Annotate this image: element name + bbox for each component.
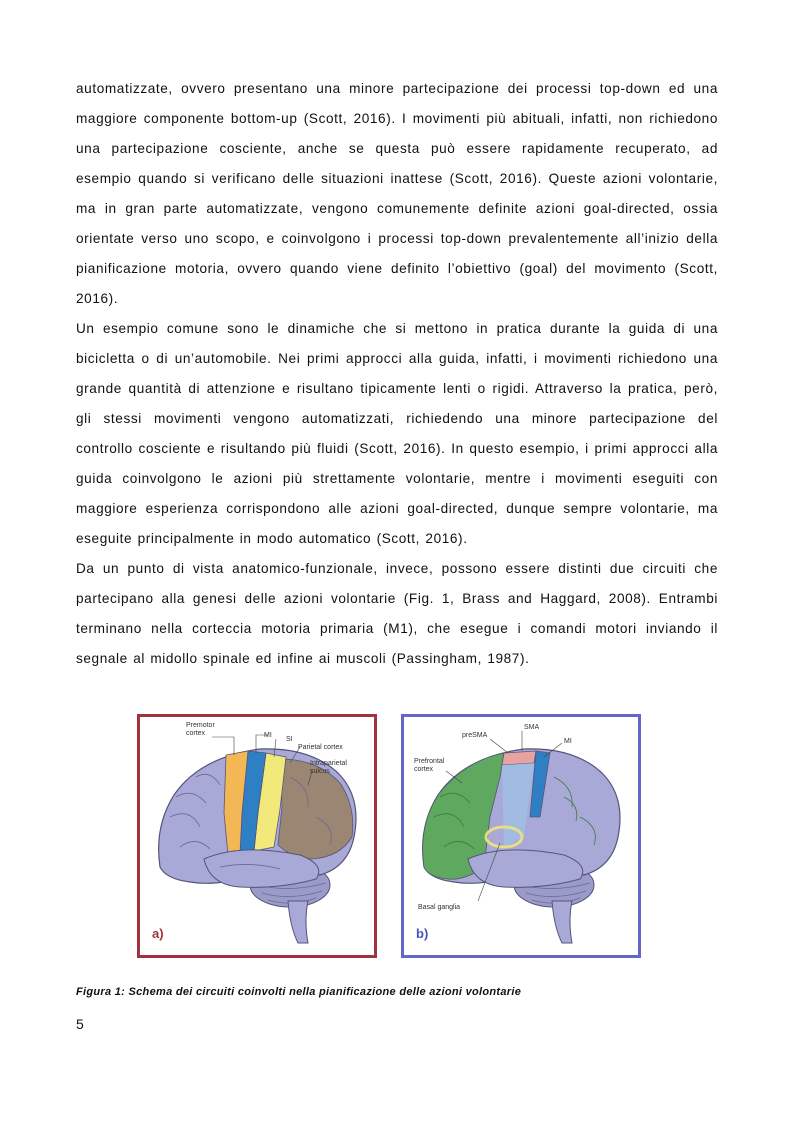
- label-sma: SMA: [524, 724, 540, 731]
- brainstem-shape: [552, 901, 572, 943]
- brainstem-shape: [288, 901, 308, 943]
- label-prefrontal-cortex: Prefrontal: [414, 758, 445, 765]
- brain-medial-illustration: [404, 717, 638, 955]
- panel-label-b: b): [416, 926, 429, 941]
- label-basal-ganglia: Basal ganglia: [418, 904, 461, 911]
- page-number: 5: [76, 1016, 84, 1032]
- label-presma: preSMA: [462, 732, 488, 739]
- paragraph: Un esempio comune sono le dinamiche che si mettono in pratica durante la guida di una bicicletta o di un’automobile. Nei primi approcci alla guida, infatti, i movimenti richiedono una grande quantità di attenzione e risultano tipicamente lenti o rigidi. Attraverso la pratica, però, gli stessi movimenti vengono automatizzati, richiedendo una minore partecipazione del controllo cosciente e risultando più fluidi (Scott, 2016). In questo esempio, i primi approcci alla guida coinvolgono le azioni più strettamente volontarie, mentre i movimenti eseguiti con maggiore esperienza corrispondono alle azioni goal-directed, dunque sempre volontarie, ma eseguite principalmente in modo automatico (Scott, 2016).: [76, 321, 718, 546]
- label-intraparietal-sulcus: Intraparietal: [310, 760, 347, 767]
- figure-panel-a: [137, 714, 377, 958]
- label-si: SI: [286, 736, 293, 743]
- figure-panel-b: [401, 714, 641, 958]
- figure-1: [137, 714, 657, 964]
- paragraph: automatizzate, ovvero presentano una minore partecipazione dei processi top-down ed una maggiore componente bottom-up (Scott, 2016). I movimenti più abituali, infatti, non richiedono una partecipazione cosciente, anche se questa può essere rapidamente recuperato, ad esempio quando si verificano delle situazioni inattese (Scott, 2016). Queste azioni volontarie, ma in gran parte automatizzate, vengono comunemente definite azioni goal-directed, ossia orientate verso uno scopo, e coinvolgono i processi top-down prevalentemente all’inizio della pianificazione motoria, ovvero quando viene definito l’obiettivo (goal) del movimento (Scott, 2016).: [76, 81, 718, 306]
- label-intraparietal-sulcus-line2: sulcus: [310, 768, 330, 775]
- temporal-lobe-shape: [204, 850, 319, 887]
- sma-region: [502, 751, 536, 765]
- label-premotor-cortex-line2: cortex: [186, 730, 206, 737]
- label-mi: MI: [264, 732, 272, 739]
- label-parietal-cortex: Parietal cortex: [298, 744, 343, 751]
- label-premotor-cortex: Premotor: [186, 722, 215, 729]
- paragraph: Da un punto di vista anatomico-funzionale, invece, possono essere distinti due circuiti che partecipano alla genesi delle azioni volontarie (Fig. 1, Brass and Haggard, 2008). Entrambi terminano nella corteccia motoria primaria (M1), che esegue i comandi motori inviando il segnale al midollo spinale ed infine ai muscoli (Passingham, 1987).: [76, 561, 718, 666]
- brain-lateral-illustration: [140, 717, 374, 955]
- body-text: [76, 74, 718, 674]
- label-mi: MI: [564, 738, 572, 745]
- label-prefrontal-cortex-line2: cortex: [414, 766, 434, 773]
- figure-caption: Figura 1: Schema dei circuiti coinvolti nella pianificazione delle azioni volontarie: [76, 986, 522, 998]
- panel-label-a: a): [152, 926, 164, 941]
